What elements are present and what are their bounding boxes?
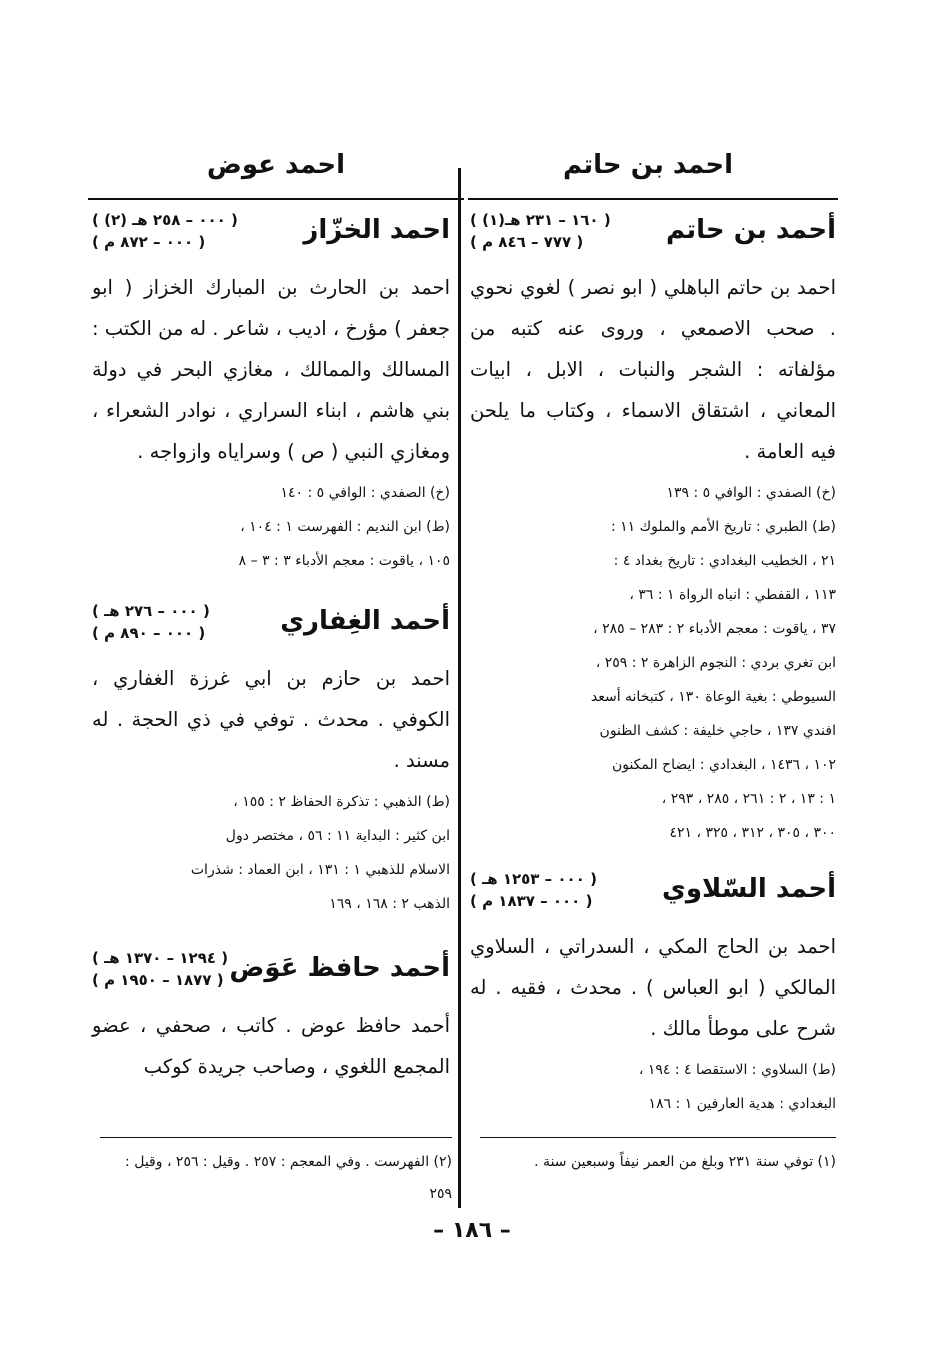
source-line: البغدادي : هدية العارفين ١ : ١٨٦ xyxy=(648,1096,836,1112)
entry-body: أحمد حافظ عوض . كاتب ، صحفي ، عضو المجمع اللغوي ، وصاحب جريدة كوكب xyxy=(92,1014,450,1078)
source-line: ١ : ١٣ ، ٢ : ٢٦١ ، ٢٨٥ ، ٢٩٣ ، xyxy=(661,791,836,807)
entry-name: أحمد السّلاوي xyxy=(661,874,836,904)
source-line: ١٠٥ ، ياقوت : معجم الأدباء ٣ : ٣ – ٨ xyxy=(238,553,450,569)
source-line: (خ) الصفدي : الوافي ٥ : ١٤٠ xyxy=(280,485,450,501)
entry-header xyxy=(470,205,836,267)
entry-dates xyxy=(470,868,597,912)
source-line: الاسلام للذهبي ١ : ١٣١ ، ابن العماد : شذرات xyxy=(190,862,450,878)
source-line: (ط) ابن النديم : الفهرست ١ : ١٠٤ ، xyxy=(240,519,450,535)
entry-body: احمد بن حاتم الباهلي ( ابو نصر ) لغوي نحوي . صحب الاصمعي ، وروى عنه كتبه من مؤلفاته : الشجر والنبات ، الابل ، ابيات المعاني ، اشتقاق الاسماء ، وكتاب ما يلحن فيه العامة . xyxy=(470,276,836,463)
footnote-right: (١) توفي سنة ٢٣١ وبلغ من العمر نيفاً وسبعين سنة . xyxy=(534,1154,836,1170)
source-line: (خ) الصفدي : الوافي ٥ : ١٣٩ xyxy=(666,485,836,501)
dates-hijri: ( ٠٠٠ – ٢٧٦ هـ ) xyxy=(92,602,210,620)
running-head-left: احمد عوض xyxy=(206,150,346,180)
left-column xyxy=(92,205,450,1087)
entry-sources xyxy=(470,1053,836,1121)
entry-dates xyxy=(470,209,611,253)
dates-hijri: ( ١٦٠ – ٢٣١ هـ(١) ) xyxy=(470,211,611,229)
dates-ad: ( ٧٧٧ – ٨٤٦ م ) xyxy=(470,233,584,251)
dates-ad: ( ١٨٧٧ – ١٩٥٠ م ) xyxy=(92,971,224,989)
entry-name: أحمد بن حاتم xyxy=(665,215,836,245)
entry-ahmad-al-ghifari xyxy=(92,596,450,921)
entry-header xyxy=(470,864,836,926)
page-number: – ١٨٦ – xyxy=(433,1218,511,1243)
entry-header xyxy=(92,943,450,1005)
source-line: ٢١ ، الخطيب البغدادي : تاريخ بغداد ٤ : xyxy=(613,553,836,569)
entry-name: أحمد الغِفاري xyxy=(280,606,450,636)
entry-header xyxy=(92,596,450,658)
entry-body: احمد بن الحارث بن المبارك الخزاز ( ابو جعفر ) مؤرخ ، اديب ، شاعر . له من الكتب : المسالك والممالك ، مغازي البحر في دولة بني هاشم ، ابناء السراري ، نوادر الشعراء ، ومغازي النبي ( ص ) وسراياه وازواجه . xyxy=(92,276,450,463)
dates-ad: ( ٠٠٠ – ٨٧٢ م ) xyxy=(92,233,206,251)
source-line: (ط) السلاوي : الاستقصا ٤ : ١٩٤ ، xyxy=(638,1062,836,1078)
source-line: ٣٧ ، ياقوت : معجم الأدباء ٢ : ٢٨٣ – ٢٨٥ ، xyxy=(593,621,836,637)
entry-body: احمد بن حازم بن ابي غرزة الغفاري ، الكوفي . محدث . توفي في ذي الحجة . له مسند . xyxy=(92,667,450,772)
entry-ahmad-al-salawi xyxy=(470,864,836,1121)
footnote-rule-left xyxy=(100,1137,452,1138)
source-line: (ط) الذهبي : تذكرة الحفاظ ٢ : ١٥٥ ، xyxy=(233,794,450,810)
entry-ahmad-ibn-hatim xyxy=(470,205,836,850)
dates-ad: ( ٠٠٠ – ٨٩٠ م ) xyxy=(92,624,206,642)
header-rule-right xyxy=(468,198,838,200)
entry-sources xyxy=(92,785,450,921)
dates-ad: ( ٠٠٠ – ١٨٣٧ م ) xyxy=(470,892,593,910)
source-line: ابن تغري بردي : النجوم الزاهرة ٢ : ٢٥٩ ، xyxy=(595,655,836,671)
entry-dates xyxy=(92,600,210,644)
column-divider xyxy=(458,168,461,1208)
source-line: ١٠٢ ، ١٤٣٦ ، البغدادي : ايضاح المكنون xyxy=(611,757,836,773)
entry-body: احمد بن الحاج المكي ، السدراتي ، السلاوي المالكي ( ابو العباس ) . محدث ، فقيه . له شرح على موطأ مالك . xyxy=(470,935,836,1040)
entry-ahmad-hafiz-awad xyxy=(92,943,450,1087)
dates-hijri: ( ٠٠٠ – ١٢٥٣ هـ ) xyxy=(470,870,597,888)
source-line: (ط) الطبري : تاريخ الأمم والملوك ١١ : xyxy=(610,519,836,535)
footnote-rule-right xyxy=(480,1137,836,1138)
source-line: افندي ١٣٧ ، حاجي خليفة : كشف الظنون xyxy=(599,723,836,739)
source-line: ٣٠٠ ، ٣٠٥ ، ٣١٢ ، ٣٢٥ ، ٤٢١ xyxy=(669,825,836,841)
running-head-right: احمد بن حاتم xyxy=(562,150,733,180)
entry-name: احمد الخزّاز xyxy=(303,215,450,245)
dates-hijri: ( ٠٠٠ – ٢٥٨ هـ (٢) ) xyxy=(92,211,238,229)
source-line: ابن كثير : البداية ١١ : ٥٦ ، مختصر دول xyxy=(225,828,450,844)
header-rule-left xyxy=(88,198,464,200)
right-column xyxy=(470,205,836,1121)
entry-sources xyxy=(92,476,450,578)
source-line: السيوطي : بغية الوعاة ١٣٠ ، كتبخانه أسعد xyxy=(590,689,836,705)
source-line: ١١٣ ، القفطي : انباه الرواة ١ : ٣٦ ، xyxy=(629,587,836,603)
entry-dates xyxy=(92,209,238,253)
entry-dates xyxy=(92,947,228,991)
entry-header xyxy=(92,205,450,267)
source-line: الذهب ٢ : ١٦٨ ، ١٦٩ xyxy=(329,896,450,912)
footnote-left: (٢) الفهرست . وفي المعجم : ٢٥٧ . وقيل : ٢٥٦ ، وقيل : ٢٥٩ xyxy=(125,1154,452,1202)
entry-name: أحمد حافظ عَوَض xyxy=(229,953,450,983)
entry-ahmad-al-khazzaz xyxy=(92,205,450,578)
dates-hijri: ( ١٢٩٤ – ١٣٧٠ هـ ) xyxy=(92,949,229,967)
entry-sources xyxy=(470,476,836,850)
